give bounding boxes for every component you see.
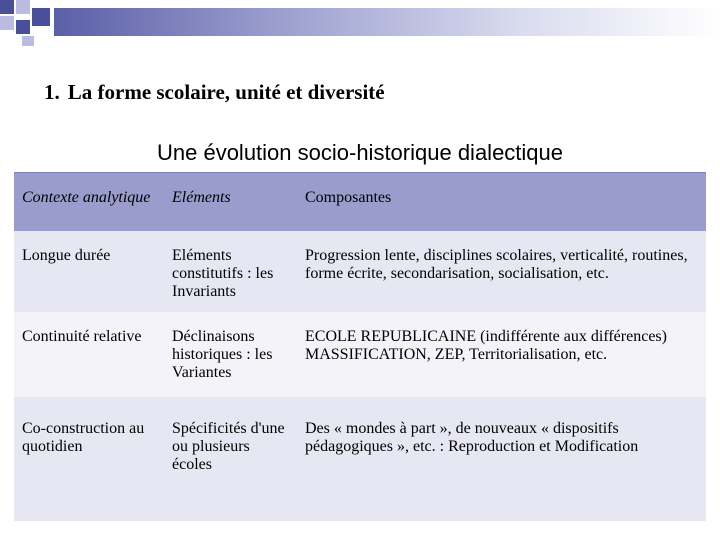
- deco-square: [16, 0, 30, 14]
- cell-components: Des « mondes à part », de nouveaux « dispositifs pédagogiques », etc. : Reproduction et Modification: [305, 420, 639, 455]
- heading-text: La forme scolaire, unité et diversité: [67, 80, 385, 104]
- slide-subtitle: Une évolution socio-historique dialectique: [156, 140, 564, 165]
- deco-square: [32, 8, 50, 26]
- slide-heading: [44, 80, 385, 105]
- cell-components: Progression lente, disciplines scolaires, verticalité, routines, forme écrite, secondarisation, socialisation, etc.: [305, 247, 688, 282]
- deco-square: [0, 0, 14, 14]
- cell-context: Longue durée: [22, 247, 111, 264]
- deco-square: [16, 20, 30, 34]
- header-cell-elements: Eléments: [172, 189, 231, 206]
- table-row: [14, 397, 706, 521]
- cell-elements: Spécificités d'une ou plusieurs écoles: [172, 420, 285, 473]
- header-cell-components: Composantes: [305, 189, 392, 206]
- cell-context: Continuité relative: [22, 328, 142, 345]
- table-row: [14, 231, 706, 312]
- analysis-table: [14, 173, 706, 521]
- table-row: [14, 312, 706, 397]
- deco-square: [22, 36, 34, 46]
- deco-square: [0, 16, 14, 30]
- header-cell-context: Contexte analytique: [22, 189, 151, 206]
- cell-elements: Eléments constitutifs : les Invariants: [172, 247, 274, 300]
- table-header-row: [14, 173, 706, 231]
- cell-elements: Déclinaisons historiques : les Variantes: [172, 328, 273, 381]
- heading-number: 1.: [44, 80, 60, 104]
- cell-context: Co-construction au quotidien: [22, 420, 145, 455]
- cell-components: ECOLE REPUBLICAINE (indifférente aux différences) MASSIFICATION, ZEP, Territorialisation, etc.: [305, 328, 667, 363]
- header-gradient-bar: [54, 8, 720, 36]
